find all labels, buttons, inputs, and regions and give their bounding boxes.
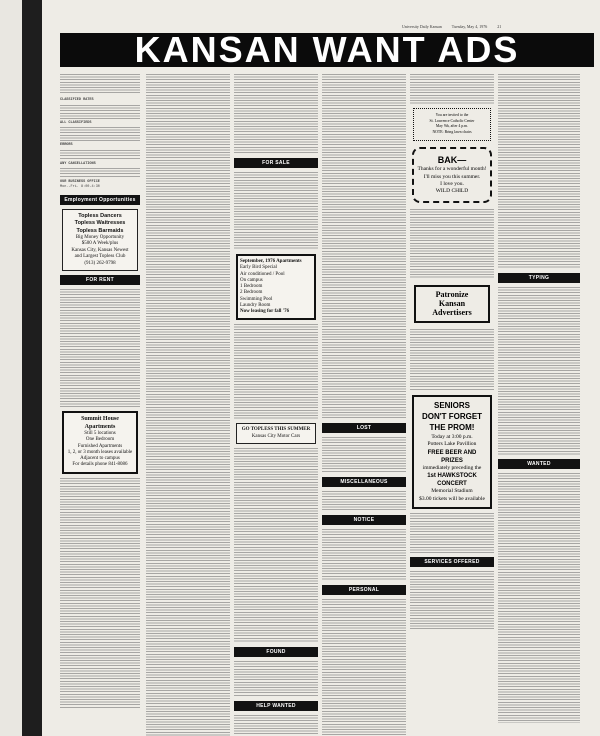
- page-gutter: [22, 0, 42, 736]
- text-block: [322, 599, 406, 736]
- column-4: [322, 72, 406, 736]
- paper-name: University Daily Kansan: [402, 24, 442, 29]
- text-block: [410, 209, 494, 279]
- ad-line: Now leasing for fall '76: [240, 309, 290, 314]
- text-block: [60, 127, 140, 141]
- text-block: [322, 74, 406, 419]
- ad-title: September, 1976 Apartments: [240, 259, 302, 264]
- ad-line: (913) 262-9798: [84, 260, 116, 266]
- text-block: [498, 473, 580, 723]
- text-block: [410, 329, 494, 391]
- ad-line: Air conditioned / Pool: [240, 271, 285, 277]
- summit-house-ad: [62, 411, 138, 474]
- ad-line: Adjacent to campus: [80, 456, 120, 462]
- text-block: [322, 491, 406, 511]
- ad-line: Still 5 locations: [84, 431, 116, 437]
- ad-title: Summit House Apartments: [81, 416, 119, 430]
- column-2: [146, 72, 230, 736]
- ad-line: Topless Barmaids: [76, 227, 124, 234]
- ad-line: immediately preceding the: [422, 464, 482, 471]
- ad-line: WILD CHILD: [435, 187, 469, 194]
- ad-line: Memorial Stadium: [431, 488, 473, 495]
- text-block: [234, 715, 318, 736]
- section-header-wanted: WANTED: [498, 459, 580, 469]
- patronize-advertisers-ad: [414, 285, 490, 323]
- page-number: 21: [497, 24, 502, 29]
- section-header-employment: Employment Opportunities: [60, 195, 140, 205]
- text-block: [498, 74, 580, 269]
- apartments-ad: [236, 254, 316, 320]
- ad-line: NOTE: Bring lawn chairs: [432, 130, 472, 135]
- office-hours: Mon.-Fri. 8:00-4:30: [60, 184, 100, 189]
- text-block: [60, 478, 140, 708]
- column-6: [498, 72, 580, 736]
- ad-line: Today at 3:00 p.m.: [431, 433, 473, 440]
- seniors-prom-ad: [412, 395, 492, 509]
- text-block: [234, 324, 318, 419]
- text-block: [60, 105, 140, 119]
- want-ads-banner: [60, 29, 594, 70]
- rates-box: [60, 96, 140, 191]
- text-block: [322, 529, 406, 581]
- text-block: [410, 571, 494, 631]
- ad-line: 1st HAWKSTOCK CONCERT: [427, 473, 477, 488]
- rates-heading: ALL CLASSIFIEDS: [60, 120, 92, 125]
- issue-date: Tuesday, May 4, 1976: [451, 24, 488, 29]
- ad-line: Topless Waitresses: [74, 220, 126, 227]
- ad-line: On campus: [240, 277, 263, 283]
- text-block: [234, 661, 318, 697]
- column-5: [410, 72, 494, 736]
- ad-line: 1 Bedroom: [240, 284, 263, 289]
- newspaper-page: [42, 0, 600, 736]
- text-block: [60, 150, 140, 160]
- ad-line: $500 A Week/plus: [81, 241, 119, 247]
- section-header-for-rent: FOR RENT: [60, 275, 140, 285]
- text-block: [60, 168, 140, 178]
- bak-thanks-ad: [412, 147, 492, 203]
- ad-line: Furnished Apartments: [77, 443, 123, 449]
- text-block: [60, 289, 140, 407]
- rates-heading: OUR BUSINESS OFFICE: [60, 180, 100, 185]
- text-block: [60, 74, 140, 94]
- ad-line: Advertisers: [432, 307, 472, 317]
- ad-line: One Bedroom: [85, 437, 115, 443]
- rates-heading: ERRORS: [60, 143, 73, 148]
- go-topless-ad: [236, 423, 316, 444]
- ad-line: FREE BEER AND PRIZES: [427, 449, 477, 464]
- section-header-personal: PERSONAL: [322, 585, 406, 595]
- text-block: [410, 74, 494, 104]
- section-header-lost: LOST: [322, 423, 406, 433]
- ad-line: Swimming Pool: [240, 296, 273, 302]
- ad-line: Topless Dancers: [78, 213, 122, 220]
- ad-line: 2 Bedroom: [240, 290, 263, 296]
- ad-line: I'll miss you this summer.: [423, 173, 481, 180]
- adjacent-page-edge: [0, 0, 23, 736]
- column-3: [234, 72, 318, 736]
- ad-line: Laundry Room: [240, 302, 271, 308]
- ad-line: and Largest Topless Club: [74, 254, 126, 260]
- section-header-typing: TYPING: [498, 273, 580, 283]
- text-block: [498, 287, 580, 455]
- section-header-found: FOUND: [234, 647, 318, 657]
- ad-line: Early Bird Special: [240, 265, 277, 271]
- banner-title: KANSAN WANT ADS: [134, 29, 520, 70]
- text-block: [234, 74, 318, 154]
- text-block: [234, 448, 318, 643]
- text-block: [234, 172, 318, 250]
- ad-line: I love you.: [440, 180, 464, 187]
- ad-title: BAK—: [437, 154, 467, 165]
- ad-line: 1, 2, or 3 month leases available: [67, 449, 133, 455]
- text-block: [322, 437, 406, 473]
- ad-subtitle: DON'T FORGET THE PROM!: [421, 412, 483, 432]
- rates-heading: CLASSIFIED RATES: [60, 98, 94, 102]
- column-1: [60, 72, 140, 736]
- ad-line: Kansas City, Kansas Newest: [71, 247, 129, 253]
- section-header-notice: NOTICE: [322, 515, 406, 525]
- section-header-services: SERVICES OFFERED: [410, 557, 494, 567]
- ad-line: Patronize: [435, 290, 469, 299]
- ad-line: Kansan: [438, 298, 466, 308]
- ad-line: You are invited to the: [435, 113, 469, 117]
- section-header-for-sale: FOR SALE: [234, 158, 318, 168]
- ad-line: For details phone 841-8086: [72, 462, 128, 468]
- topless-ad: [62, 209, 138, 271]
- ad-line: Big Money Opportunity: [75, 234, 125, 240]
- ad-title: SENIORS: [433, 401, 470, 411]
- ad-line: Thanks for a wonderful month!: [417, 166, 487, 173]
- rates-heading: ANY CANCELLATIONS: [60, 161, 96, 166]
- section-header-help-wanted: HELP WANTED: [234, 701, 318, 711]
- ad-line: May 9th, after 4 p.m.: [435, 124, 469, 129]
- ad-title: GO TOPLESS THIS SUMMER: [241, 427, 311, 433]
- invite-ad: [413, 108, 491, 141]
- text-block: [410, 513, 494, 553]
- section-header-miscellaneous: MISCELLANEOUS: [322, 477, 406, 487]
- ad-line: Kansas City Motor Cars: [251, 433, 301, 439]
- ad-line: St. Lawrence Catholic Center: [429, 118, 475, 123]
- ad-line: Potters Lake Pavillion: [427, 441, 477, 448]
- ad-line: $3.00 tickets will be available: [419, 495, 485, 502]
- text-block: [146, 74, 230, 736]
